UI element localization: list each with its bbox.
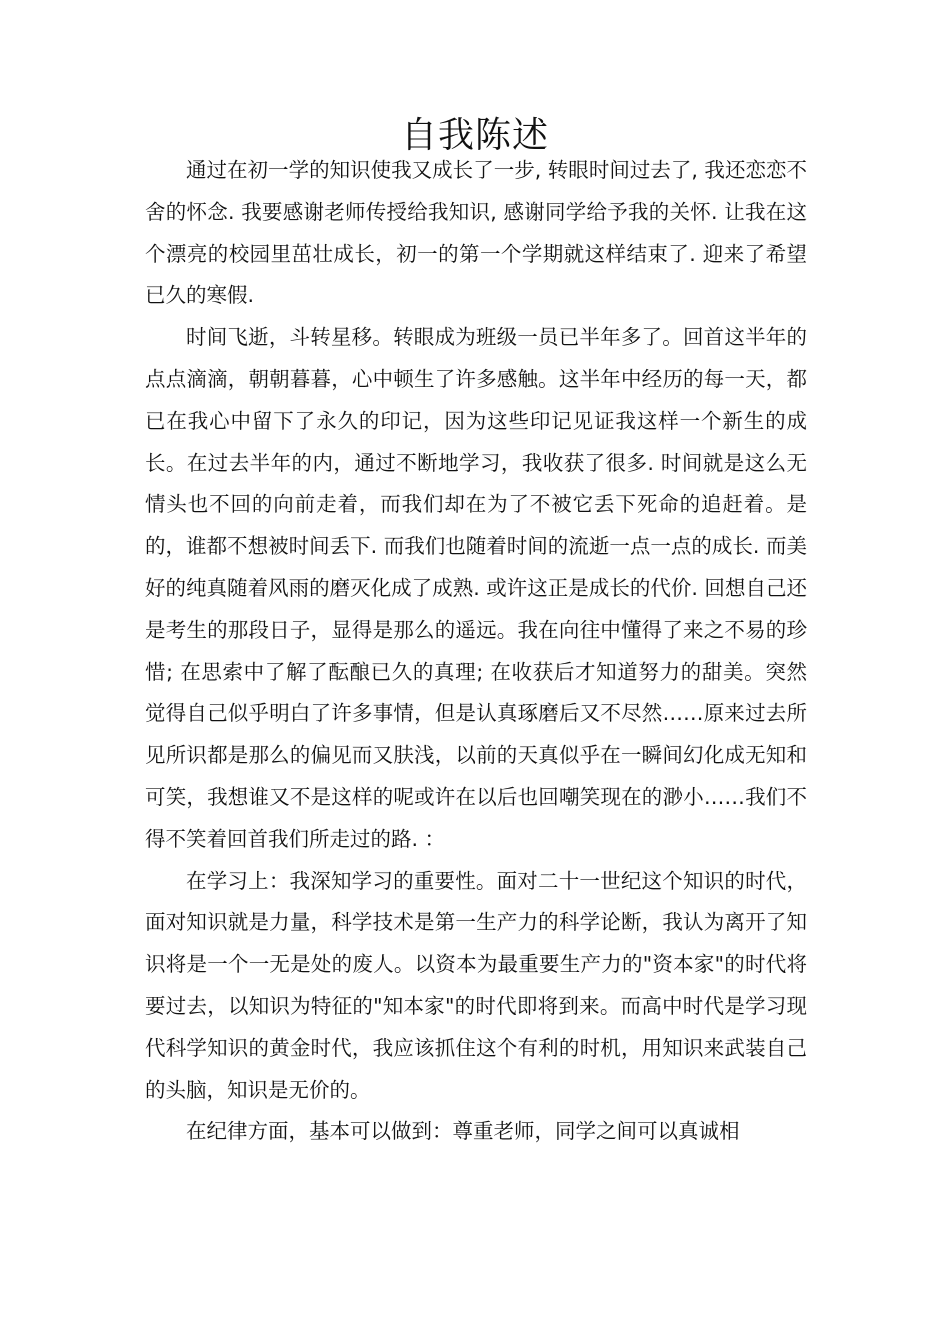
document-body [145,150,807,1153]
paragraph-intro: 通过在初一学的知识使我又成长了一步, 转眼时间过去了, 我还恋恋不舍的怀念. 我要感谢老师传授给我知识, 感谢同学给予我的关怀. 让我在这个漂亮的校园里茁壮成长，初一的第一个学期就这样结束了. 迎来了希望已久的寒假. [145,158,807,308]
page-title: 自我陈述 [400,115,549,156]
paragraph-discipline: 在纪律方面，基本可以做到：尊重老师，同学之间可以真诚相 [186,1119,740,1144]
paragraph-study: 在学习上：我深知学习的重要性。面对二十一世纪这个知识的时代，面对知识就是力量，科学技术是第一生产力的科学论断，我认为离开了知识将是一个一无是处的废人。以资本为最重要生产力的"资本家"的时代将要过去，以知识为特征的"知本家"的时代即将到来。而高中时代是学习现代科学知识的黄金时代，我应该抓住这个有利的时机，用知识来武装自己的头脑，知识是无价的。 [145,868,807,1102]
paragraph-reflection: 时间飞逝，斗转星移。转眼成为班级一员已半年多了。回首这半年的点点滴滴，朝朝暮暮，心中顿生了许多感触。这半年中经历的每一天，都已在我心中留下了永久的印记，因为这些印记见证我这样一个新生的成长。在过去半年的内，通过不断地学习，我收获了很多. 时间就是这么无情头也不回的向前走着，而我们却在为了不被它丢下死命的追赶着。是的，谁都不想被时间丢下. 而我们也随着时间的流逝一点一点的成长. 而美好的纯真随着风雨的磨灭化成了成熟. 或许这正是成长的代价. 回想自己还是考生的那段日子，显得是那么的遥远。我在向往中懂得了来之不易的珍惜; 在思索中了解了酝酿已久的真理; 在收获后才知道努力的甜美。突然觉得自己似乎明白了许多事情，但是认真琢磨后又不尽然……原来过去所见所识都是那么的偏见而又肤浅，以前的天真似乎在一瞬间幻化成无知和可笑，我想谁又不是这样的呢或许在以后也回嘲笑现在的渺小……我们不得不笑着回首我们所走过的路. ： [145,325,807,851]
